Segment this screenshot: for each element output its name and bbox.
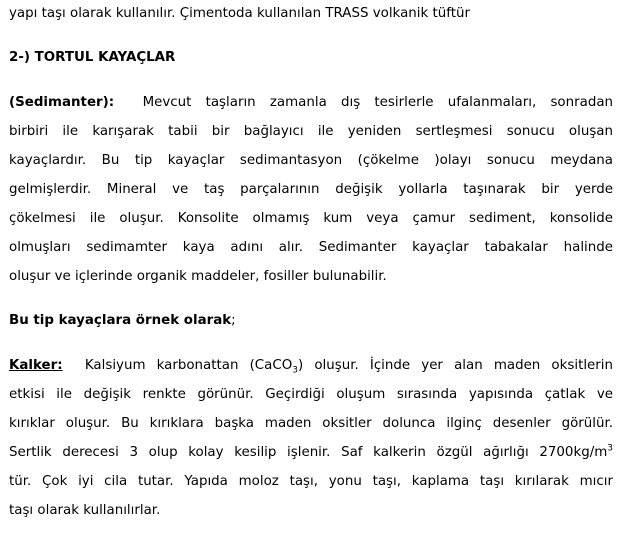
subscript-3: 3 <box>292 365 298 376</box>
para1-line-2: birbiri ile karışarak tabii bir bağlayıcı ile yeniden sertleşmesi sonucu oluşan <box>9 124 613 139</box>
kalker-line-6: taşı olarak kullanılırlar. <box>9 503 161 518</box>
kalker-line-4 <box>9 444 613 462</box>
para1-line-5: çökelmesi ile oluşur. Konsolite olmamış kum veya çamur sediment, konsolide <box>9 211 613 226</box>
examples-heading-text: Bu tip kayaçlara örnek olarak <box>9 313 232 328</box>
kalker-line-1 <box>9 357 613 375</box>
kalker-line-2: etkisi ile değişik renkte görünür. Geçirdiği oluşum sırasında yapısında çatlak ve <box>9 387 613 402</box>
section-heading: 2-) TORTUL KAYAÇLAR <box>9 50 176 65</box>
examples-heading <box>9 312 613 330</box>
para1-line-3: kayaçlardır. Bu tip kayaçlar sedimantasyon (çökelme )olayı sonucu meydana <box>9 153 613 168</box>
para1-line-7: oluşur ve içlerinde organik maddeler, fosiller bulunabilir. <box>9 269 387 284</box>
para1-line-4: gelmişlerdir. Mineral ve taş parçalarının değişik yollarla taşınarak bir yerde <box>9 182 613 197</box>
examples-semicolon: ; <box>231 313 236 328</box>
kalker-term: Kalker: <box>9 358 63 373</box>
kalker-text-1b: ) oluşur. İçinde yer alan maden oksitlerin <box>297 358 613 373</box>
top-line: yapı taşı olarak kullanılır. Çimentoda kullanılan TRASS volkanik tüftür <box>9 6 470 21</box>
kalker-text-1a: Kalsiyum karbonattan (CaCO <box>84 358 293 373</box>
para1-line-6: olmuşları sedimamter kaya adını alır. Sedimanter kayaçlar tabakalar halinde <box>9 240 613 255</box>
superscript-3: 3 <box>607 443 613 454</box>
para1-line-1 <box>9 94 613 112</box>
kalker-line-3: kırıklar oluşur. Bu kırıklara başka maden oksitler dolunca ilginç desenler görülür. <box>9 416 613 431</box>
sedimanter-term: (Sedimanter): <box>9 95 115 110</box>
kalker-text-4: Sertlik derecesi 3 olup kolay kesilip işlenir. Saf kalkerin özgül ağırlığı 2700kg/m <box>9 445 608 460</box>
para1-text-1: Mevcut taşların zamanla dış tesirlerle ufalanmaları, sonradan <box>142 95 614 110</box>
kalker-line-5: tür. Çok iyi cila tutar. Yapıda moloz taşı, yonu taşı, kaplama taşı kırılarak mıcır <box>9 474 613 489</box>
